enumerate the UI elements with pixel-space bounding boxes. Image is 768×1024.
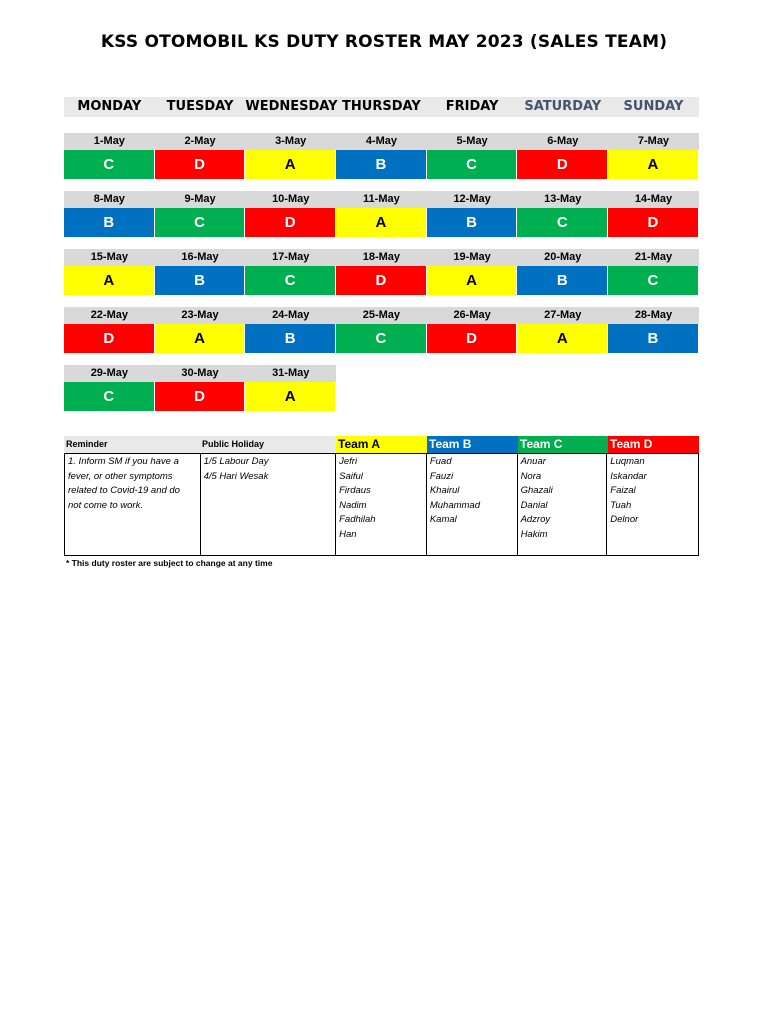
team-cell: C <box>64 382 155 411</box>
team-cell: D <box>427 324 518 353</box>
team-a-header: Team A <box>336 436 427 453</box>
team-cell: D <box>608 208 699 237</box>
team-cell: D <box>245 208 336 237</box>
team-cell: D <box>64 324 155 353</box>
team-cell: A <box>336 208 427 237</box>
cell-line: Khairul <box>429 485 460 497</box>
cell-line: Jefri <box>339 456 358 467</box>
empty-date-cell <box>517 365 608 382</box>
team-cell: B <box>245 324 336 353</box>
team-cell: D <box>155 382 246 411</box>
team-cell: C <box>64 150 155 179</box>
date-cell: 6-May <box>517 133 608 150</box>
cell-line: Fadhilah <box>339 514 376 526</box>
day-thursday: THURSDAY <box>342 99 421 114</box>
date-cell: 20-May <box>517 249 608 266</box>
team-cell: D <box>336 266 427 295</box>
cell-line: Iskandar <box>610 470 647 482</box>
date-cell: 15-May <box>64 249 155 266</box>
date-cell: 7-May <box>608 133 699 150</box>
team-d-header: Team D <box>608 436 699 453</box>
date-cell: 11-May <box>336 191 427 208</box>
team-cell: C <box>336 324 427 353</box>
empty-date-cell <box>336 365 427 382</box>
date-cell: 3-May <box>245 133 336 150</box>
team-cell: D <box>517 150 608 179</box>
empty-team-cell <box>517 382 608 411</box>
cell-line: Tuah <box>610 499 632 511</box>
day-sunday: SUNDAY <box>623 99 684 114</box>
date-cell: 4-May <box>336 133 427 150</box>
team-d-members <box>607 454 698 555</box>
empty-team-cell <box>336 382 427 411</box>
team-cell: C <box>517 208 608 237</box>
team-cell: A <box>427 266 518 295</box>
cell-line: Muhammad <box>429 499 481 511</box>
info-header-row <box>64 436 699 453</box>
cell-line: Han <box>339 528 357 540</box>
date-cell: 5-May <box>427 133 518 150</box>
team-c-members <box>518 454 608 555</box>
date-cell: 31-May <box>245 365 336 382</box>
date-cell: 25-May <box>336 307 427 324</box>
reminder-header: Reminder <box>64 436 200 453</box>
reminder-cell <box>65 454 201 555</box>
empty-team-cell <box>608 382 699 411</box>
date-cell: 17-May <box>245 249 336 266</box>
week-row <box>64 365 699 411</box>
empty-date-cell <box>608 365 699 382</box>
date-cell: 18-May <box>336 249 427 266</box>
day-friday: FRIDAY <box>445 99 499 114</box>
empty-team-cell <box>427 382 518 411</box>
team-cell: A <box>245 150 336 179</box>
team-a-members <box>336 454 427 555</box>
page-title: KSS OTOMOBIL KS DUTY ROSTER MAY 2023 (SALES TEAM) <box>100 32 668 52</box>
team-cell: B <box>64 208 155 237</box>
date-cell: 21-May <box>608 249 699 266</box>
team-cell: B <box>336 150 427 179</box>
empty-date-cell <box>427 365 518 382</box>
team-cell: D <box>155 150 246 179</box>
team-cell: A <box>517 324 608 353</box>
team-cell: C <box>427 150 518 179</box>
date-cell: 23-May <box>155 307 246 324</box>
day-wednesday: WEDNESDAY <box>245 99 338 114</box>
cell-line: Danial <box>520 499 548 511</box>
public-holiday-header: Public Holiday <box>200 436 336 453</box>
public-holiday-cell <box>201 454 337 555</box>
date-cell: 19-May <box>427 249 518 266</box>
team-cell: A <box>155 324 246 353</box>
cell-line: 1/5 Labour Day <box>203 456 269 467</box>
week-row <box>64 191 699 237</box>
date-cell: 26-May <box>427 307 518 324</box>
team-cell: A <box>245 382 336 411</box>
team-cell: B <box>608 324 699 353</box>
date-cell: 2-May <box>155 133 246 150</box>
cell-line: Fuad <box>429 456 452 467</box>
date-cell: 27-May <box>517 307 608 324</box>
team-cell: C <box>155 208 246 237</box>
day-saturday: SATURDAY <box>524 99 602 114</box>
cell-line: related to Covid-19 and do <box>68 485 180 497</box>
team-cell: B <box>517 266 608 295</box>
cell-line: Nadim <box>339 499 367 511</box>
cell-line: Adzroy <box>520 514 551 526</box>
cell-line: Delnor <box>610 514 639 526</box>
cell-line: Hakim <box>520 528 548 540</box>
date-cell: 8-May <box>64 191 155 208</box>
date-cell: 29-May <box>64 365 155 382</box>
team-cell: C <box>608 266 699 295</box>
team-b-header: Team B <box>427 436 518 453</box>
cell-line: Luqman <box>610 456 645 467</box>
date-cell: 12-May <box>427 191 518 208</box>
cell-line: 4/5 Hari Wesak <box>203 470 269 482</box>
week-row <box>64 133 699 179</box>
cell-line: not come to work. <box>68 499 143 511</box>
cell-line: Ghazali <box>520 485 553 497</box>
disclaimer-note: * This duty roster are subject to change at any time <box>66 558 273 568</box>
cell-line: Faizal <box>610 485 636 497</box>
day-tuesday: TUESDAY <box>166 99 234 114</box>
team-cell: A <box>64 266 155 295</box>
date-cell: 1-May <box>64 133 155 150</box>
date-cell: 28-May <box>608 307 699 324</box>
date-cell: 30-May <box>155 365 246 382</box>
cell-line: Fauzi <box>429 470 454 482</box>
info-table <box>64 436 699 556</box>
team-b-members <box>427 454 518 555</box>
week-row <box>64 249 699 295</box>
date-cell: 24-May <box>245 307 336 324</box>
date-cell: 16-May <box>155 249 246 266</box>
cell-line: fever, or other symptoms <box>68 470 173 482</box>
cell-line: Kamal <box>429 514 457 526</box>
info-body-row <box>64 453 699 556</box>
team-cell: C <box>245 266 336 295</box>
date-cell: 22-May <box>64 307 155 324</box>
cell-line: Firdaus <box>339 485 371 497</box>
week-row <box>64 307 699 353</box>
date-cell: 13-May <box>517 191 608 208</box>
date-cell: 10-May <box>245 191 336 208</box>
cell-line: Saiful <box>339 470 363 482</box>
team-cell: A <box>608 150 699 179</box>
cell-line: Nora <box>520 470 542 482</box>
team-cell: B <box>155 266 246 295</box>
team-cell: B <box>427 208 518 237</box>
team-c-header: Team C <box>518 436 608 453</box>
cell-line: 1. Inform SM if you have a <box>68 456 179 467</box>
day-monday: MONDAY <box>77 99 142 114</box>
cell-line: Anuar <box>520 456 546 467</box>
date-cell: 14-May <box>608 191 699 208</box>
weekday-header <box>64 97 699 117</box>
date-cell: 9-May <box>155 191 246 208</box>
